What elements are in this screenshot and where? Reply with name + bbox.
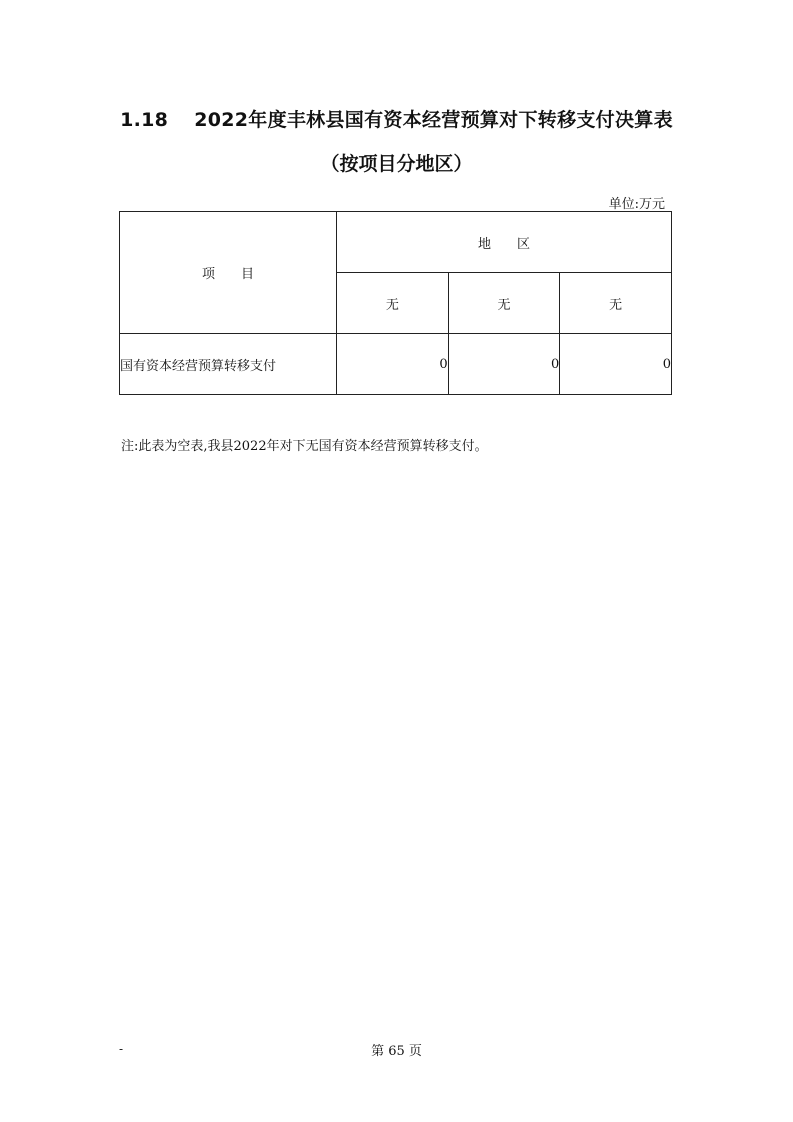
value-cell: 0 [337,334,449,395]
page-number: 第 65 页 [371,1044,422,1059]
page-subtitle: （按项目分地区） [320,153,473,175]
title-text: 2022年度丰林县国有资本经营预算对下转移支付决算表 [194,109,673,131]
row-label: 国有资本经营预算转移支付 [120,334,337,395]
region-name-cell: 无 [448,273,560,334]
table-note: 注:此表为空表,我县2022年对下无国有资本经营预算转移支付。 [121,439,488,454]
region-name-cell: 无 [560,273,672,334]
value-cell: 0 [560,334,672,395]
region-column-header: 地 区 [337,212,672,273]
item-column-header: 项 目 [120,212,337,334]
table-row [120,334,672,395]
table-header-row [120,212,672,273]
region-name-cell: 无 [337,273,449,334]
title-number: 1.18 [120,109,169,131]
page-title [0,105,793,132]
unit-label: 单位:万元 [608,197,665,212]
value-cell: 0 [448,334,560,395]
footer-dash: - [119,1042,124,1056]
transfer-payment-table [119,211,672,395]
